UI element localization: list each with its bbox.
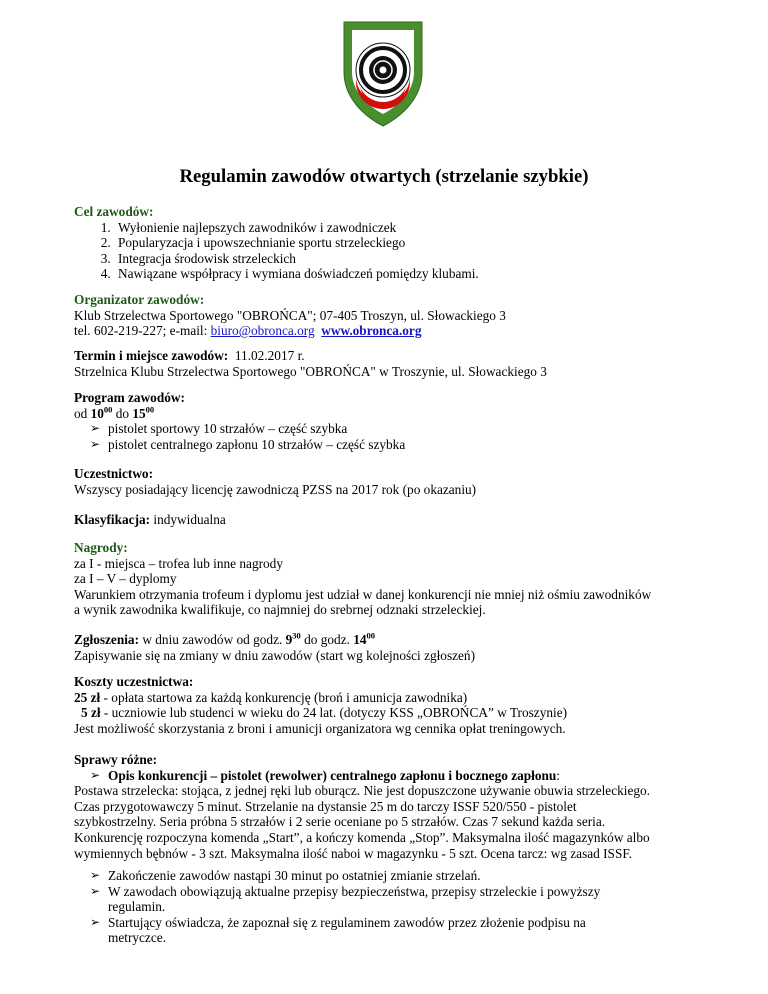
cel-list bbox=[74, 220, 714, 282]
section-nagrody bbox=[74, 540, 714, 618]
list-item: ➢ Zakończenie zawodów nastąpi 30 minut po ostatniej zmianie strzelań. bbox=[82, 868, 714, 884]
section-sprawy bbox=[74, 752, 714, 861]
section-termin bbox=[74, 348, 714, 379]
time-from-label: od bbox=[74, 405, 91, 421]
klasyfikacja-value: indywidualna bbox=[150, 512, 226, 527]
opis-line: szybkostrzelny. Seria próbna 5 strzałów i 2 serie oceniane po 5 strzałów. Czas 7 sekund każda seria. bbox=[74, 814, 606, 830]
nagrody-line: a wynik zawodnika kwalifikuje, co najmniej do srebrnej odznaki strzeleckiej. bbox=[74, 602, 486, 618]
klasyfikacja-line bbox=[74, 512, 714, 528]
koszty-line bbox=[74, 705, 714, 721]
contact-phone: tel. 602-219-227; e-mail: bbox=[74, 323, 211, 339]
opis-heading: Opis konkurencji – pistolet (rewolwer) centralnego zapłonu i bocznego zapłonu bbox=[108, 767, 557, 783]
list-item bbox=[82, 884, 714, 915]
section-cel bbox=[74, 204, 714, 282]
section-final-notes bbox=[74, 868, 714, 946]
koszty-text: - opłata startowa za każdą konkurencję (broń i amunicja zawodnika) bbox=[100, 689, 468, 705]
zgloszenia-mid: do godz. bbox=[300, 632, 354, 647]
notes-list bbox=[74, 868, 714, 946]
section-zgloszenia bbox=[74, 632, 714, 663]
sprawy-heading: Sprawy różne: bbox=[74, 752, 158, 767]
zgloszenia-to-h: 14 bbox=[353, 632, 367, 647]
section-uczestnictwo bbox=[74, 466, 714, 497]
zgloszenia-from-m: 30 bbox=[292, 630, 301, 641]
termin-line bbox=[74, 348, 714, 364]
termin-date: 11.02.2017 r. bbox=[234, 348, 305, 363]
zgloszenia-to-m: 00 bbox=[366, 630, 376, 641]
nagrody-heading: Nagrody: bbox=[74, 540, 128, 555]
koszty-heading: Koszty uczestnictwa: bbox=[74, 674, 194, 689]
section-program bbox=[74, 390, 714, 452]
nagrody-line: Warunkiem otrzymania trofeum i dyplomu jest udział w danej konkurencji nie mniej niż ośmiu zawodników bbox=[74, 586, 652, 602]
cel-heading: Cel zawodów: bbox=[74, 204, 154, 219]
opis-line: Konkurencję rozpoczyna komenda „Start”, a kończy komenda „Stop”. Maksymalna ilość magazynków albo bbox=[74, 829, 650, 845]
time-from-min: 00 bbox=[103, 404, 113, 415]
list-item: ➢ pistolet centralnego zapłonu 10 strzałów – część szybka bbox=[82, 437, 714, 453]
note-line: ➢ Startujący oświadcza, że zapoznał się z regulaminem zawodów przez złożenie podpisu na bbox=[108, 914, 586, 930]
website-link[interactable]: www.obronca.org bbox=[321, 323, 422, 339]
zgloszenia-prefix: w dniu zawodów od godz. bbox=[139, 632, 286, 647]
koszty-amount: 25 zł bbox=[74, 689, 101, 705]
nagrody-line: za I - miejsca – trofea lub inne nagrody bbox=[74, 555, 283, 571]
page-title: Regulamin zawodów otwartych (strzelanie szybkie) bbox=[179, 166, 589, 187]
program-list bbox=[74, 421, 714, 452]
section-organizator bbox=[74, 292, 714, 339]
time-to-min: 00 bbox=[145, 404, 155, 415]
zgloszenia-text: Zapisywanie się na zmiany w dniu zawodów (start wg kolejności zgłoszeń) bbox=[74, 647, 476, 663]
klasyfikacja-heading: Klasyfikacja: bbox=[74, 512, 151, 527]
opis-colon: : bbox=[556, 767, 560, 783]
note-line: metryczce. bbox=[108, 930, 166, 946]
opis-line: wymiennych bębnów - 3 szt. Maksymalna ilość naboi w magazynku - 5 szt. Ocena tarcz: wg zasad ISSF. bbox=[74, 845, 633, 861]
organizator-address: Klub Strzelectwa Sportowego "OBROŃCA"; 07-405 Troszyn, ul. Słowackiego 3 bbox=[74, 307, 506, 323]
club-shield-logo bbox=[340, 18, 426, 130]
uczestnictwo-text: Wszyscy posiadający licencję zawodniczą PZSS na 2017 rok (po okazaniu) bbox=[74, 481, 477, 497]
zgloszenia-line bbox=[74, 632, 714, 648]
email-link[interactable]: biuro@obronca.org bbox=[210, 323, 315, 339]
list-item: 4. Nawiązane współpracy i wymiana doświadczeń pomiędzy klubami. bbox=[114, 266, 714, 282]
note-line: regulamin. bbox=[108, 899, 166, 915]
time-from: 10 bbox=[90, 405, 104, 421]
section-koszty bbox=[74, 674, 714, 736]
koszty-line: Jest możliwość skorzystania z broni i amunicji organizatora wg cennika opłat treningowych. bbox=[74, 720, 566, 736]
time-to-label: do bbox=[112, 405, 133, 421]
termin-heading: Termin i miejsce zawodów: bbox=[74, 348, 229, 363]
koszty-text: - uczniowie lub studenci w wieku do 24 lat. (dotyczy KSS „OBROŃCA” w Troszynie) bbox=[100, 705, 568, 721]
note-line: ➢ W zawodach obowiązują aktualne przepisy bezpieczeństwa, przepisy strzeleckie i powyższy bbox=[108, 883, 601, 899]
list-item: 3. Integracja środowisk strzeleckich bbox=[114, 251, 714, 267]
zgloszenia-heading: Zgłoszenia: bbox=[74, 632, 140, 647]
termin-place: Strzelnica Klubu Strzelectwa Sportowego "OBROŃCA" w Troszynie, ul. Słowackiego 3 bbox=[74, 363, 547, 379]
opis-line: Czas przygotowawczy 5 minut. Strzelanie na dystansie 25 m do tarczy ISSF 520/550 - pistolet bbox=[74, 798, 577, 814]
organizator-heading: Organizator zawodów: bbox=[74, 292, 205, 307]
nagrody-line: za I – V – dyplomy bbox=[74, 571, 177, 587]
program-heading: Program zawodów: bbox=[74, 390, 185, 405]
uczestnictwo-heading: Uczestnictwo: bbox=[74, 466, 154, 481]
opis-list bbox=[74, 768, 714, 784]
section-klasyfikacja bbox=[74, 512, 714, 528]
zgloszenia-from-h: 9 bbox=[285, 632, 293, 647]
list-item bbox=[82, 768, 714, 784]
koszty-amount: 5 zł bbox=[81, 705, 101, 721]
koszty-line bbox=[74, 690, 714, 706]
opis-line: Postawa strzelecka: stojąca, z jednej ręki lub oburącz. Nie jest dopuszczone używanie obuwia strzeleckiego. bbox=[74, 783, 650, 799]
list-item: ➢ pistolet sportowy 10 strzałów – część szybka bbox=[82, 421, 714, 437]
program-time bbox=[74, 406, 714, 422]
organizator-contact bbox=[74, 323, 714, 339]
list-item: 1. Wyłonienie najlepszych zawodników i zawodniczek bbox=[114, 220, 714, 236]
list-item: 2. Popularyzacja i upowszechnianie sportu strzeleckiego bbox=[114, 235, 714, 251]
list-item bbox=[82, 915, 714, 946]
time-to: 15 bbox=[132, 405, 146, 421]
